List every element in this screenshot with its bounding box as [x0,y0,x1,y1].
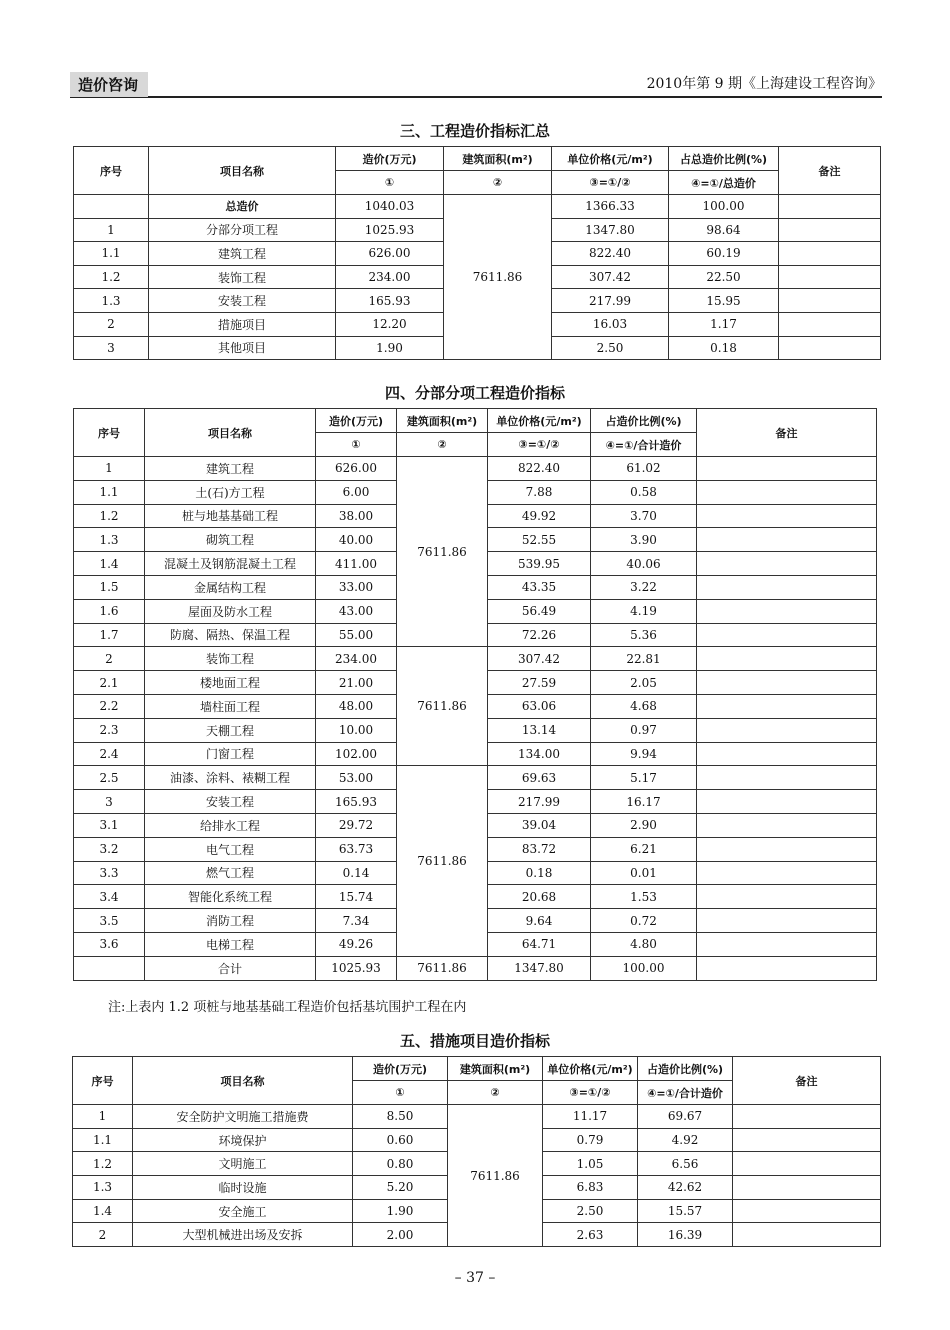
row-seq: 1.2 [74,265,149,289]
row-name: 电梯工程 [145,932,316,956]
header-cost-symbol: ① [336,171,444,195]
row-seq: 2.4 [74,742,145,766]
row-unit-price: 1.05 [543,1152,638,1176]
row-cost: 626.00 [316,457,397,481]
row-name: 门窗工程 [145,742,316,766]
row-seq: 2.5 [74,766,145,790]
row-name: 天棚工程 [145,718,316,742]
row-ratio: 15.95 [669,289,779,313]
row-remark [697,718,877,742]
page-number: – 37 – [454,1270,496,1286]
row-seq: 1.7 [74,623,145,647]
header-area: 建筑面积(m²) [448,1057,543,1081]
header-ratio-symbol: ④=①/合计造价 [591,433,697,457]
row-unit-price: 20.68 [488,885,591,909]
header-name: 项目名称 [149,147,336,195]
row-remark [779,195,881,219]
row-area: 7611.86 [444,195,552,360]
header-unit-symbol: ③=①/② [552,171,669,195]
row-ratio: 4.92 [638,1128,733,1152]
row-unit-price: 307.42 [552,265,669,289]
row-ratio: 100.00 [669,195,779,219]
row-name: 文明施工 [133,1152,353,1176]
row-ratio: 69.67 [638,1105,733,1129]
header-cost-symbol: ① [353,1081,448,1105]
row-remark [697,813,877,837]
row-ratio: 5.17 [591,766,697,790]
row-unit-price: 52.55 [488,528,591,552]
row-cost: 55.00 [316,623,397,647]
row-unit-price: 2.50 [552,336,669,360]
header-area-symbol: ② [444,171,552,195]
total-remark [697,956,877,980]
row-seq: 1.2 [73,1152,133,1176]
row-remark [733,1176,881,1200]
row-cost: 411.00 [316,552,397,576]
row-cost: 102.00 [316,742,397,766]
section-tag: 造价咨询 [70,72,148,97]
row-remark [697,504,877,528]
row-cost: 5.20 [353,1176,448,1200]
row-ratio: 15.57 [638,1199,733,1223]
table-footnote: 注:上表内 1.2 项桩与地基基础工程造价包括基坑围护工程在内 [108,1000,467,1015]
section5-title: 五、措施项目造价指标 [399,1032,550,1050]
row-seq: 1.1 [73,1128,133,1152]
row-cost: 1040.03 [336,195,444,219]
row-seq: 3 [74,790,145,814]
row-cost: 15.74 [316,885,397,909]
header-ratio-symbol: ④=①/总造价 [669,171,779,195]
row-seq: 1.1 [74,480,145,504]
row-remark [697,623,877,647]
row-unit-price: 56.49 [488,599,591,623]
row-name: 装饰工程 [145,647,316,671]
row-name: 建筑工程 [149,242,336,266]
row-name: 总造价 [149,195,336,219]
row-ratio: 22.50 [669,265,779,289]
row-cost: 10.00 [316,718,397,742]
row-cost: 6.00 [316,480,397,504]
row-cost: 234.00 [336,265,444,289]
row-remark [697,480,877,504]
row-cost: 29.72 [316,813,397,837]
table-row [74,195,881,219]
row-unit-price: 49.92 [488,504,591,528]
total-seq [74,956,145,980]
header-unit-symbol: ③=①/② [488,433,591,457]
row-ratio: 0.18 [669,336,779,360]
table-row [74,647,877,671]
row-cost: 12.20 [336,312,444,336]
row-ratio: 6.56 [638,1152,733,1176]
row-ratio: 0.97 [591,718,697,742]
header-seq: 序号 [73,1057,133,1105]
row-cost: 1025.93 [336,218,444,242]
row-unit-price: 2.50 [543,1199,638,1223]
row-unit-price: 134.00 [488,742,591,766]
header-remark: 备注 [697,409,877,457]
row-remark [779,265,881,289]
row-cost: 0.60 [353,1128,448,1152]
row-unit-price: 7.88 [488,480,591,504]
row-remark [697,837,877,861]
row-ratio: 60.19 [669,242,779,266]
header-name: 项目名称 [145,409,316,457]
table-row [74,766,877,790]
header-area: 建筑面积(m²) [397,409,488,433]
row-seq: 3.4 [74,885,145,909]
row-area: 7611.86 [397,766,488,956]
header-ratio: 占总造价比例(%) [669,147,779,171]
row-ratio: 1.17 [669,312,779,336]
row-name: 临时设施 [133,1176,353,1200]
measures-cost-table [72,1056,881,1247]
row-cost: 2.00 [353,1223,448,1247]
header-cost: 造价(万元) [336,147,444,171]
row-cost: 165.93 [336,289,444,313]
header-ratio: 占造价比例(%) [591,409,697,433]
row-name: 屋面及防水工程 [145,599,316,623]
row-seq: 1 [74,218,149,242]
row-seq: 1.3 [73,1176,133,1200]
row-ratio: 40.06 [591,552,697,576]
row-cost: 0.14 [316,861,397,885]
row-name: 建筑工程 [145,457,316,481]
row-remark [697,694,877,718]
row-remark [733,1199,881,1223]
total-unit-price: 1347.80 [488,956,591,980]
row-seq: 3.1 [74,813,145,837]
row-remark [697,766,877,790]
row-seq: 2.3 [74,718,145,742]
row-name: 混凝土及钢筋混凝土工程 [145,552,316,576]
row-ratio: 16.39 [638,1223,733,1247]
row-seq: 3 [74,336,149,360]
row-area: 7611.86 [397,647,488,766]
header-unit-symbol: ③=①/② [543,1081,638,1105]
row-name: 土(石)方工程 [145,480,316,504]
row-cost: 63.73 [316,837,397,861]
total-area: 7611.86 [397,956,488,980]
row-seq: 1.3 [74,289,149,313]
row-ratio: 6.21 [591,837,697,861]
row-ratio: 1.53 [591,885,697,909]
row-remark [697,932,877,956]
row-name: 桩与地基基础工程 [145,504,316,528]
row-unit-price: 11.17 [543,1105,638,1129]
row-unit-price: 72.26 [488,623,591,647]
row-area: 7611.86 [397,457,488,647]
row-name: 大型机械进出场及安拆 [133,1223,353,1247]
row-seq: 1.2 [74,504,145,528]
row-name: 给排水工程 [145,813,316,837]
row-name: 智能化系统工程 [145,885,316,909]
row-remark [779,289,881,313]
row-ratio: 9.94 [591,742,697,766]
row-unit-price: 39.04 [488,813,591,837]
row-name: 分部分项工程 [149,218,336,242]
header-unit-price: 单位价格(元/m²) [543,1057,638,1081]
row-seq: 2.2 [74,694,145,718]
cost-summary-table [73,146,881,360]
header-ratio-symbol: ④=①/合计造价 [638,1081,733,1105]
row-cost: 8.50 [353,1105,448,1129]
row-cost: 21.00 [316,671,397,695]
header-cost: 造价(万元) [353,1057,448,1081]
row-seq: 3.5 [74,909,145,933]
row-seq: 2 [73,1223,133,1247]
row-name: 安全施工 [133,1199,353,1223]
row-ratio: 3.22 [591,575,697,599]
row-ratio: 5.36 [591,623,697,647]
total-ratio: 100.00 [591,956,697,980]
row-name: 安装工程 [149,289,336,313]
row-cost: 53.00 [316,766,397,790]
row-unit-price: 217.99 [552,289,669,313]
row-remark [697,647,877,671]
header-cost-symbol: ① [316,433,397,457]
row-remark [697,671,877,695]
row-unit-price: 0.79 [543,1128,638,1152]
row-remark [697,457,877,481]
header-unit-price: 单位价格(元/m²) [488,409,591,433]
row-cost: 234.00 [316,647,397,671]
row-name: 消防工程 [145,909,316,933]
row-cost: 0.80 [353,1152,448,1176]
row-cost: 7.34 [316,909,397,933]
row-name: 安装工程 [145,790,316,814]
row-ratio: 0.58 [591,480,697,504]
row-remark [697,575,877,599]
row-unit-price: 0.18 [488,861,591,885]
row-ratio: 61.02 [591,457,697,481]
row-remark [779,218,881,242]
row-unit-price: 539.95 [488,552,591,576]
row-name: 燃气工程 [145,861,316,885]
row-unit-price: 1366.33 [552,195,669,219]
row-remark [697,790,877,814]
divisional-cost-table [73,408,877,981]
header-unit-price: 单位价格(元/m²) [552,147,669,171]
row-unit-price: 43.35 [488,575,591,599]
row-ratio: 4.19 [591,599,697,623]
total-cost: 1025.93 [316,956,397,980]
row-cost: 40.00 [316,528,397,552]
row-remark [733,1128,881,1152]
row-unit-price: 822.40 [552,242,669,266]
row-ratio: 0.01 [591,861,697,885]
row-cost: 49.26 [316,932,397,956]
row-name: 装饰工程 [149,265,336,289]
header-seq: 序号 [74,409,145,457]
row-ratio: 4.68 [591,694,697,718]
row-remark [697,885,877,909]
row-unit-price: 83.72 [488,837,591,861]
row-cost: 48.00 [316,694,397,718]
table-row [74,457,877,481]
row-ratio: 4.80 [591,932,697,956]
row-seq: 1.5 [74,575,145,599]
row-name: 金属结构工程 [145,575,316,599]
row-cost: 1.90 [336,336,444,360]
page-header [70,70,882,98]
row-seq: 1.6 [74,599,145,623]
row-ratio: 42.62 [638,1176,733,1200]
row-ratio: 3.90 [591,528,697,552]
row-seq: 1.1 [74,242,149,266]
row-remark [697,742,877,766]
header-area-symbol: ② [397,433,488,457]
row-cost: 626.00 [336,242,444,266]
row-unit-price: 307.42 [488,647,591,671]
row-cost: 38.00 [316,504,397,528]
row-unit-price: 13.14 [488,718,591,742]
row-unit-price: 16.03 [552,312,669,336]
row-ratio: 2.05 [591,671,697,695]
row-remark [733,1223,881,1247]
header-ratio: 占造价比例(%) [638,1057,733,1081]
row-cost: 165.93 [316,790,397,814]
row-cost: 43.00 [316,599,397,623]
row-cost: 1.90 [353,1199,448,1223]
row-name: 安全防护文明施工措施费 [133,1105,353,1129]
row-name: 电气工程 [145,837,316,861]
row-unit-price: 1347.80 [552,218,669,242]
row-ratio: 98.64 [669,218,779,242]
row-remark [697,909,877,933]
row-seq: 1.4 [74,552,145,576]
row-name: 墙柱面工程 [145,694,316,718]
row-unit-price: 27.59 [488,671,591,695]
row-remark [733,1105,881,1129]
row-ratio: 3.70 [591,504,697,528]
row-seq: 3.6 [74,932,145,956]
row-seq: 2 [74,647,145,671]
section3-title: 三、工程造价指标汇总 [399,122,550,140]
row-name: 油漆、涂料、裱糊工程 [145,766,316,790]
row-remark [697,861,877,885]
row-remark [779,336,881,360]
row-remark [733,1152,881,1176]
header-name: 项目名称 [133,1057,353,1105]
row-seq: 3.3 [74,861,145,885]
header-remark: 备注 [733,1057,881,1105]
row-name: 楼地面工程 [145,671,316,695]
row-unit-price: 63.06 [488,694,591,718]
row-seq: 3.2 [74,837,145,861]
row-unit-price: 6.83 [543,1176,638,1200]
row-name: 防腐、隔热、保温工程 [145,623,316,647]
row-seq: 2.1 [74,671,145,695]
row-unit-price: 9.64 [488,909,591,933]
section4-title: 四、分部分项工程造价指标 [384,384,565,402]
row-unit-price: 822.40 [488,457,591,481]
row-unit-price: 64.71 [488,932,591,956]
row-name: 环境保护 [133,1128,353,1152]
row-ratio: 0.72 [591,909,697,933]
header-cost: 造价(万元) [316,409,397,433]
row-unit-price: 217.99 [488,790,591,814]
row-remark [697,528,877,552]
row-area: 7611.86 [448,1105,543,1247]
row-name: 措施项目 [149,312,336,336]
row-ratio: 16.17 [591,790,697,814]
table-row [73,1105,881,1129]
row-remark [779,312,881,336]
row-seq [74,195,149,219]
row-ratio: 22.81 [591,647,697,671]
row-remark [697,599,877,623]
row-seq: 1 [74,457,145,481]
journal-issue: 2010年第 9 期《上海建设工程咨询》 [646,76,882,92]
row-cost: 33.00 [316,575,397,599]
total-row [74,956,877,980]
row-remark [697,552,877,576]
header-remark: 备注 [779,147,881,195]
row-seq: 1.4 [73,1199,133,1223]
row-unit-price: 69.63 [488,766,591,790]
row-name: 其他项目 [149,336,336,360]
row-ratio: 2.90 [591,813,697,837]
total-label: 合计 [145,956,316,980]
row-remark [779,242,881,266]
row-seq: 1 [73,1105,133,1129]
row-seq: 1.3 [74,528,145,552]
row-seq: 2 [74,312,149,336]
header-area-symbol: ② [448,1081,543,1105]
header-seq: 序号 [74,147,149,195]
header-area: 建筑面积(m²) [444,147,552,171]
row-unit-price: 2.63 [543,1223,638,1247]
row-name: 砌筑工程 [145,528,316,552]
